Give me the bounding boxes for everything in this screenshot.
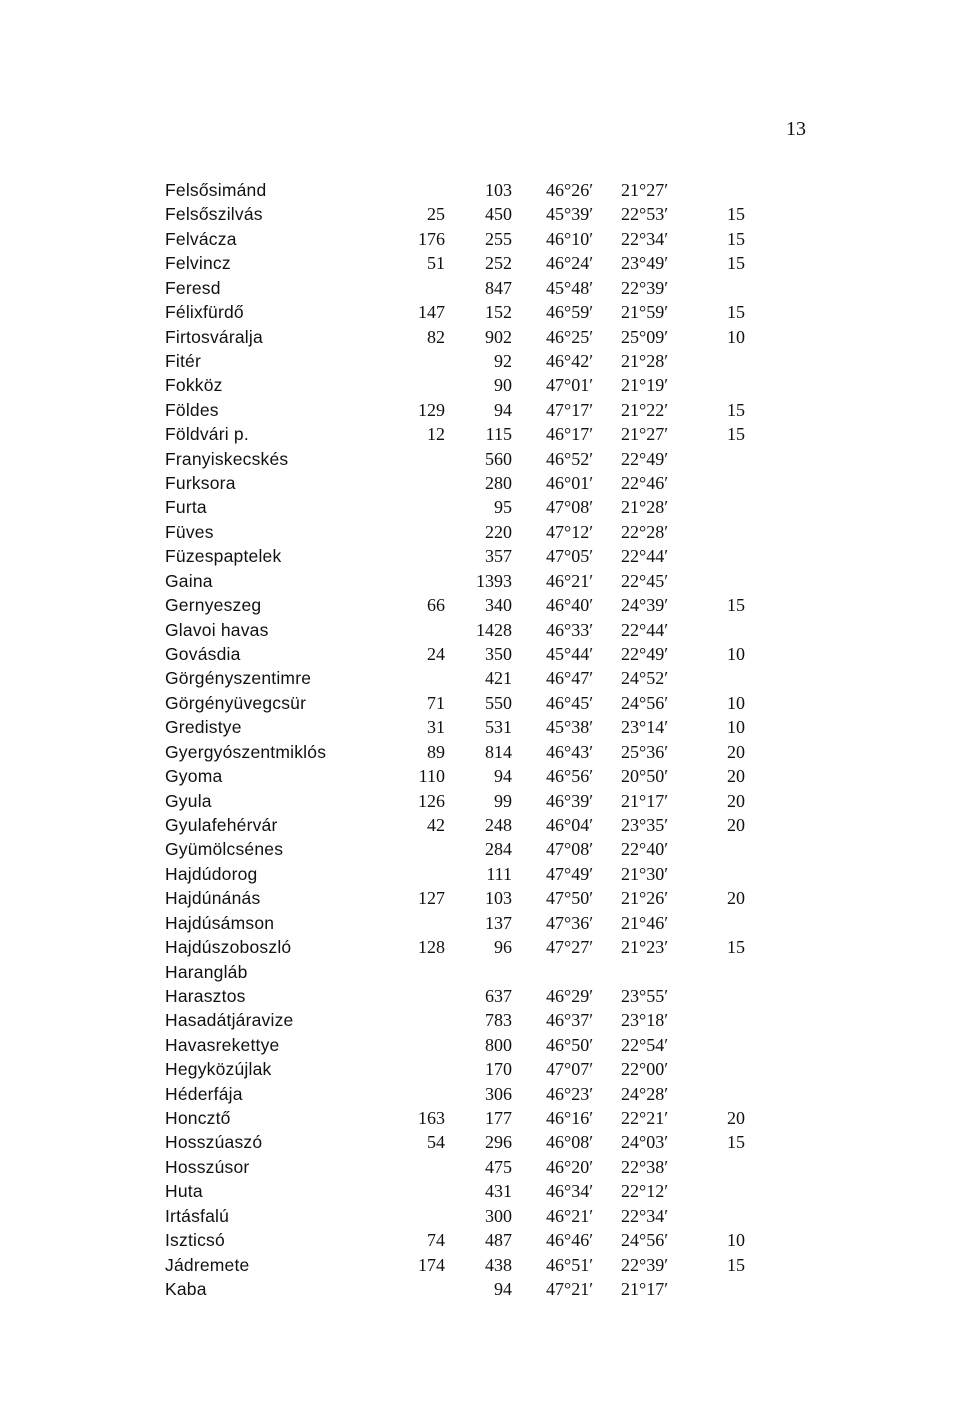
latitude: 46°50′	[546, 1034, 594, 1055]
place-name: Firtosváralja	[165, 326, 263, 347]
longitude: 22°53′	[621, 204, 669, 225]
value-col-5: 15	[727, 399, 745, 420]
table-row	[165, 862, 765, 886]
value-col-2: 800	[485, 1034, 512, 1055]
value-col-2: 847	[485, 277, 512, 298]
longitude: 22°46′	[621, 473, 669, 494]
value-col-2: 94	[494, 1278, 512, 1299]
value-col-2: 115	[485, 424, 512, 445]
table-row	[165, 593, 765, 617]
longitude: 21°17′	[621, 1278, 669, 1299]
value-col-2: 550	[485, 692, 512, 713]
latitude: 47°12′	[546, 521, 594, 542]
table-row	[165, 1106, 765, 1130]
table-row	[165, 276, 765, 300]
value-col-2: 421	[485, 668, 512, 689]
value-col-2: 560	[485, 448, 512, 469]
value-col-2: 248	[485, 814, 512, 835]
table-row	[165, 1277, 765, 1301]
place-name: Huta	[165, 1181, 203, 1202]
table-row	[165, 740, 765, 764]
table-row	[165, 544, 765, 568]
latitude: 46°08′	[546, 1132, 594, 1153]
table-row	[165, 398, 765, 422]
table-row	[165, 618, 765, 642]
value-col-1: 128	[418, 937, 445, 958]
table-row	[165, 764, 765, 788]
value-col-2: 475	[485, 1156, 512, 1177]
longitude: 25°09′	[621, 326, 669, 347]
value-col-2: 92	[494, 350, 512, 371]
place-name: Füves	[165, 521, 214, 542]
latitude: 47°50′	[546, 888, 594, 909]
table-row	[165, 666, 765, 690]
latitude: 46°51′	[546, 1254, 594, 1275]
value-col-1: 25	[427, 204, 445, 225]
latitude: 46°04′	[546, 814, 594, 835]
place-name: Görgényszentimre	[165, 668, 312, 689]
place-name: Felvácza	[165, 228, 237, 249]
value-col-2: 94	[494, 399, 512, 420]
value-col-2: 90	[494, 375, 512, 396]
longitude: 24°03′	[621, 1132, 669, 1153]
latitude: 46°45′	[546, 692, 594, 713]
table-row	[165, 935, 765, 959]
value-col-2: 637	[485, 985, 512, 1006]
latitude: 46°34′	[546, 1181, 594, 1202]
value-col-5: 15	[727, 204, 745, 225]
longitude: 23°18′	[621, 1010, 669, 1031]
longitude: 22°44′	[621, 546, 669, 567]
longitude: 22°44′	[621, 619, 669, 640]
value-col-5: 15	[727, 253, 745, 274]
value-col-5: 15	[727, 302, 745, 323]
value-col-5: 20	[727, 766, 745, 787]
longitude: 22°21′	[621, 1108, 669, 1129]
longitude: 23°14′	[621, 717, 669, 738]
place-name: Gyümölcsénes	[165, 839, 284, 860]
value-col-2: 450	[485, 204, 512, 225]
longitude: 22°00′	[621, 1059, 669, 1080]
gazetteer-table	[165, 178, 765, 1301]
value-col-1: 126	[418, 790, 445, 811]
table-row	[165, 349, 765, 373]
place-name: Füzespaptelek	[165, 546, 282, 567]
place-name: Félixfürdő	[165, 302, 244, 323]
value-col-1: 127	[418, 888, 445, 909]
longitude: 22°28′	[621, 521, 669, 542]
latitude: 47°08′	[546, 497, 594, 518]
place-name: Kaba	[165, 1278, 207, 1299]
latitude: 46°56′	[546, 766, 594, 787]
value-col-5: 10	[727, 644, 745, 665]
value-col-1: 74	[427, 1230, 445, 1251]
value-col-2: 103	[485, 888, 512, 909]
value-col-2: 340	[485, 595, 512, 616]
place-name: Hajdúsámson	[165, 912, 275, 933]
value-col-2: 1428	[476, 619, 512, 640]
longitude: 21°28′	[621, 350, 669, 371]
value-col-5: 10	[727, 717, 745, 738]
latitude: 46°40′	[546, 595, 594, 616]
latitude: 46°01′	[546, 473, 594, 494]
value-col-5: 15	[727, 228, 745, 249]
longitude: 21°17′	[621, 790, 669, 811]
longitude: 22°39′	[621, 1254, 669, 1275]
longitude: 24°28′	[621, 1083, 669, 1104]
latitude: 47°49′	[546, 863, 594, 884]
table-row	[165, 202, 765, 226]
latitude: 46°10′	[546, 228, 594, 249]
latitude: 46°39′	[546, 790, 594, 811]
latitude: 46°29′	[546, 985, 594, 1006]
table-row	[165, 373, 765, 397]
table-row	[165, 1033, 765, 1057]
latitude: 47°05′	[546, 546, 594, 567]
value-col-5: 15	[727, 1132, 745, 1153]
latitude: 46°16′	[546, 1108, 594, 1129]
longitude: 25°36′	[621, 741, 669, 762]
longitude: 22°45′	[621, 570, 669, 591]
table-row	[165, 960, 765, 984]
place-name: Furksora	[165, 473, 236, 494]
value-col-2: 152	[485, 302, 512, 323]
place-name: Fokköz	[165, 375, 223, 396]
longitude: 22°39′	[621, 277, 669, 298]
place-name: Honcztő	[165, 1108, 231, 1129]
place-name: Govásdia	[165, 644, 241, 665]
longitude: 21°46′	[621, 912, 669, 933]
latitude: 46°25′	[546, 326, 594, 347]
value-col-1: 176	[418, 228, 445, 249]
value-col-1: 66	[427, 595, 445, 616]
place-name: Jádremete	[165, 1254, 250, 1275]
value-col-1: 31	[427, 717, 445, 738]
place-name: Földes	[165, 399, 219, 420]
place-name: Fitér	[165, 350, 201, 371]
longitude: 21°28′	[621, 497, 669, 518]
table-row	[165, 227, 765, 251]
value-col-2: 95	[494, 497, 512, 518]
value-col-2: 99	[494, 790, 512, 811]
place-name: Görgényüvegcsür	[165, 692, 307, 713]
table-row	[165, 715, 765, 739]
latitude: 46°20′	[546, 1156, 594, 1177]
value-col-1: 51	[427, 253, 445, 274]
place-name: Iszticsó	[165, 1230, 225, 1251]
value-col-1: 82	[427, 326, 445, 347]
longitude: 20°50′	[621, 766, 669, 787]
table-row	[165, 837, 765, 861]
value-col-2: 170	[485, 1059, 512, 1080]
longitude: 21°19′	[621, 375, 669, 396]
value-col-2: 94	[494, 766, 512, 787]
longitude: 22°40′	[621, 839, 669, 860]
latitude: 47°21′	[546, 1278, 594, 1299]
latitude: 46°46′	[546, 1230, 594, 1251]
value-col-1: 174	[418, 1254, 445, 1275]
value-col-2: 137	[485, 912, 512, 933]
longitude: 23°49′	[621, 253, 669, 274]
longitude: 21°27′	[621, 180, 669, 200]
place-name: Gredistye	[165, 717, 242, 738]
value-col-2: 1393	[476, 570, 512, 591]
latitude: 45°38′	[546, 717, 594, 738]
longitude: 22°38′	[621, 1156, 669, 1177]
latitude: 46°23′	[546, 1083, 594, 1104]
table-row	[165, 1008, 765, 1032]
latitude: 46°17′	[546, 424, 594, 445]
value-col-2: 220	[485, 521, 512, 542]
place-name: Gyoma	[165, 766, 223, 787]
value-col-2: 177	[485, 1108, 512, 1129]
table-row	[165, 251, 765, 275]
place-name: Hajdúszoboszló	[165, 937, 292, 958]
value-col-1: 147	[418, 302, 445, 323]
longitude: 24°56′	[621, 692, 669, 713]
value-col-2: 284	[485, 839, 512, 860]
value-col-5: 15	[727, 1254, 745, 1275]
value-col-2: 902	[485, 326, 512, 347]
value-col-5: 15	[727, 424, 745, 445]
table-row	[165, 642, 765, 666]
value-col-1: 89	[427, 741, 445, 762]
latitude: 45°39′	[546, 204, 594, 225]
value-col-1: 71	[427, 692, 445, 713]
value-col-2: 431	[485, 1181, 512, 1202]
value-col-2: 103	[485, 180, 512, 200]
table-row	[165, 813, 765, 837]
value-col-5: 20	[727, 814, 745, 835]
table-row	[165, 1155, 765, 1179]
longitude: 22°49′	[621, 448, 669, 469]
latitude: 46°33′	[546, 619, 594, 640]
place-name: Földvári p.	[165, 424, 249, 445]
longitude: 21°27′	[621, 424, 669, 445]
value-col-5: 15	[727, 595, 745, 616]
value-col-2: 814	[485, 741, 512, 762]
latitude: 46°42′	[546, 350, 594, 371]
place-name: Franyiskecskés	[165, 448, 289, 469]
longitude: 21°26′	[621, 888, 669, 909]
value-col-5: 15	[727, 937, 745, 958]
place-name: Hosszúsor	[165, 1156, 250, 1177]
place-name: Hasadátjáravize	[165, 1010, 294, 1031]
latitude: 46°37′	[546, 1010, 594, 1031]
table-row	[165, 1082, 765, 1106]
value-col-1: 12	[427, 424, 445, 445]
place-name: Furta	[165, 497, 207, 518]
table-row	[165, 495, 765, 519]
table-row	[165, 1204, 765, 1228]
table-row	[165, 1179, 765, 1203]
value-col-5: 20	[727, 790, 745, 811]
value-col-2: 296	[485, 1132, 512, 1153]
latitude: 46°24′	[546, 253, 594, 274]
place-name: Harangláb	[165, 961, 248, 982]
table-row	[165, 422, 765, 446]
value-col-2: 531	[485, 717, 512, 738]
value-col-5: 20	[727, 741, 745, 762]
table-row	[165, 325, 765, 349]
latitude: 47°01′	[546, 375, 594, 396]
place-name: Gyergyószentmiklós	[165, 741, 327, 762]
longitude: 21°30′	[621, 863, 669, 884]
value-col-1: 54	[427, 1132, 445, 1153]
value-col-5: 20	[727, 888, 745, 909]
value-col-2: 252	[485, 253, 512, 274]
latitude: 46°21′	[546, 570, 594, 591]
value-col-1: 163	[418, 1108, 445, 1129]
value-col-2: 300	[485, 1205, 512, 1226]
table-row	[165, 911, 765, 935]
place-name: Harasztos	[165, 985, 246, 1006]
table-row	[165, 1228, 765, 1252]
table-row	[165, 1130, 765, 1154]
table-row	[165, 178, 765, 202]
longitude: 21°59′	[621, 302, 669, 323]
latitude: 46°21′	[546, 1205, 594, 1226]
latitude: 46°26′	[546, 180, 594, 200]
table-row	[165, 691, 765, 715]
table-row	[165, 300, 765, 324]
table-row	[165, 447, 765, 471]
place-name: Glavoi havas	[165, 619, 269, 640]
table-row	[165, 789, 765, 813]
value-col-2: 350	[485, 644, 512, 665]
longitude: 23°35′	[621, 814, 669, 835]
latitude: 46°43′	[546, 741, 594, 762]
latitude: 47°08′	[546, 839, 594, 860]
value-col-2: 306	[485, 1083, 512, 1104]
value-col-2: 438	[485, 1254, 512, 1275]
longitude: 24°56′	[621, 1230, 669, 1251]
place-name: Gyula	[165, 790, 212, 811]
place-name: Felsősimánd	[165, 180, 267, 200]
latitude: 45°44′	[546, 644, 594, 665]
table-row	[165, 569, 765, 593]
value-col-1: 110	[418, 766, 445, 787]
longitude: 22°12′	[621, 1181, 669, 1202]
value-col-2: 280	[485, 473, 512, 494]
place-name: Hosszúaszó	[165, 1132, 263, 1153]
value-col-2: 357	[485, 546, 512, 567]
table-row	[165, 886, 765, 910]
longitude: 24°39′	[621, 595, 669, 616]
longitude: 23°55′	[621, 985, 669, 1006]
longitude: 21°22′	[621, 399, 669, 420]
latitude: 47°17′	[546, 399, 594, 420]
value-col-2: 255	[485, 228, 512, 249]
value-col-2: 96	[494, 937, 512, 958]
place-name: Felvincz	[165, 253, 231, 274]
place-name: Hegyközújlak	[165, 1059, 272, 1080]
place-name: Héderfája	[165, 1083, 243, 1104]
longitude: 21°23′	[621, 937, 669, 958]
longitude: 22°49′	[621, 644, 669, 665]
value-col-2: 783	[485, 1010, 512, 1031]
place-name: Gernyeszeg	[165, 595, 262, 616]
place-name: Gaina	[165, 570, 213, 591]
longitude: 22°54′	[621, 1034, 669, 1055]
latitude: 46°59′	[546, 302, 594, 323]
longitude: 22°34′	[621, 228, 669, 249]
longitude: 22°34′	[621, 1205, 669, 1226]
place-name: Irtásfalú	[165, 1205, 230, 1226]
latitude: 46°52′	[546, 448, 594, 469]
place-name: Hajdúnánás	[165, 888, 261, 909]
value-col-2: 111	[486, 863, 512, 884]
place-name: Havasrekettye	[165, 1034, 280, 1055]
latitude: 46°47′	[546, 668, 594, 689]
latitude: 45°48′	[546, 277, 594, 298]
value-col-5: 20	[727, 1108, 745, 1129]
latitude: 47°07′	[546, 1059, 594, 1080]
value-col-5: 10	[727, 1230, 745, 1251]
value-col-5: 10	[727, 326, 745, 347]
place-name: Felsőszilvás	[165, 204, 263, 225]
table-row	[165, 1057, 765, 1081]
table-row	[165, 984, 765, 1008]
value-col-2: 487	[485, 1230, 512, 1251]
place-name: Hajdúdorog	[165, 863, 258, 884]
longitude: 24°52′	[621, 668, 669, 689]
value-col-1: 42	[427, 814, 445, 835]
table-row	[165, 1253, 765, 1277]
latitude: 47°27′	[546, 937, 594, 958]
value-col-1: 129	[418, 399, 445, 420]
latitude: 47°36′	[546, 912, 594, 933]
table-row	[165, 520, 765, 544]
page-number: 13	[786, 118, 806, 140]
value-col-1: 24	[427, 644, 445, 665]
value-col-5: 10	[727, 692, 745, 713]
place-name: Gyulafehérvár	[165, 814, 278, 835]
table-row	[165, 471, 765, 495]
place-name: Feresd	[165, 277, 221, 298]
